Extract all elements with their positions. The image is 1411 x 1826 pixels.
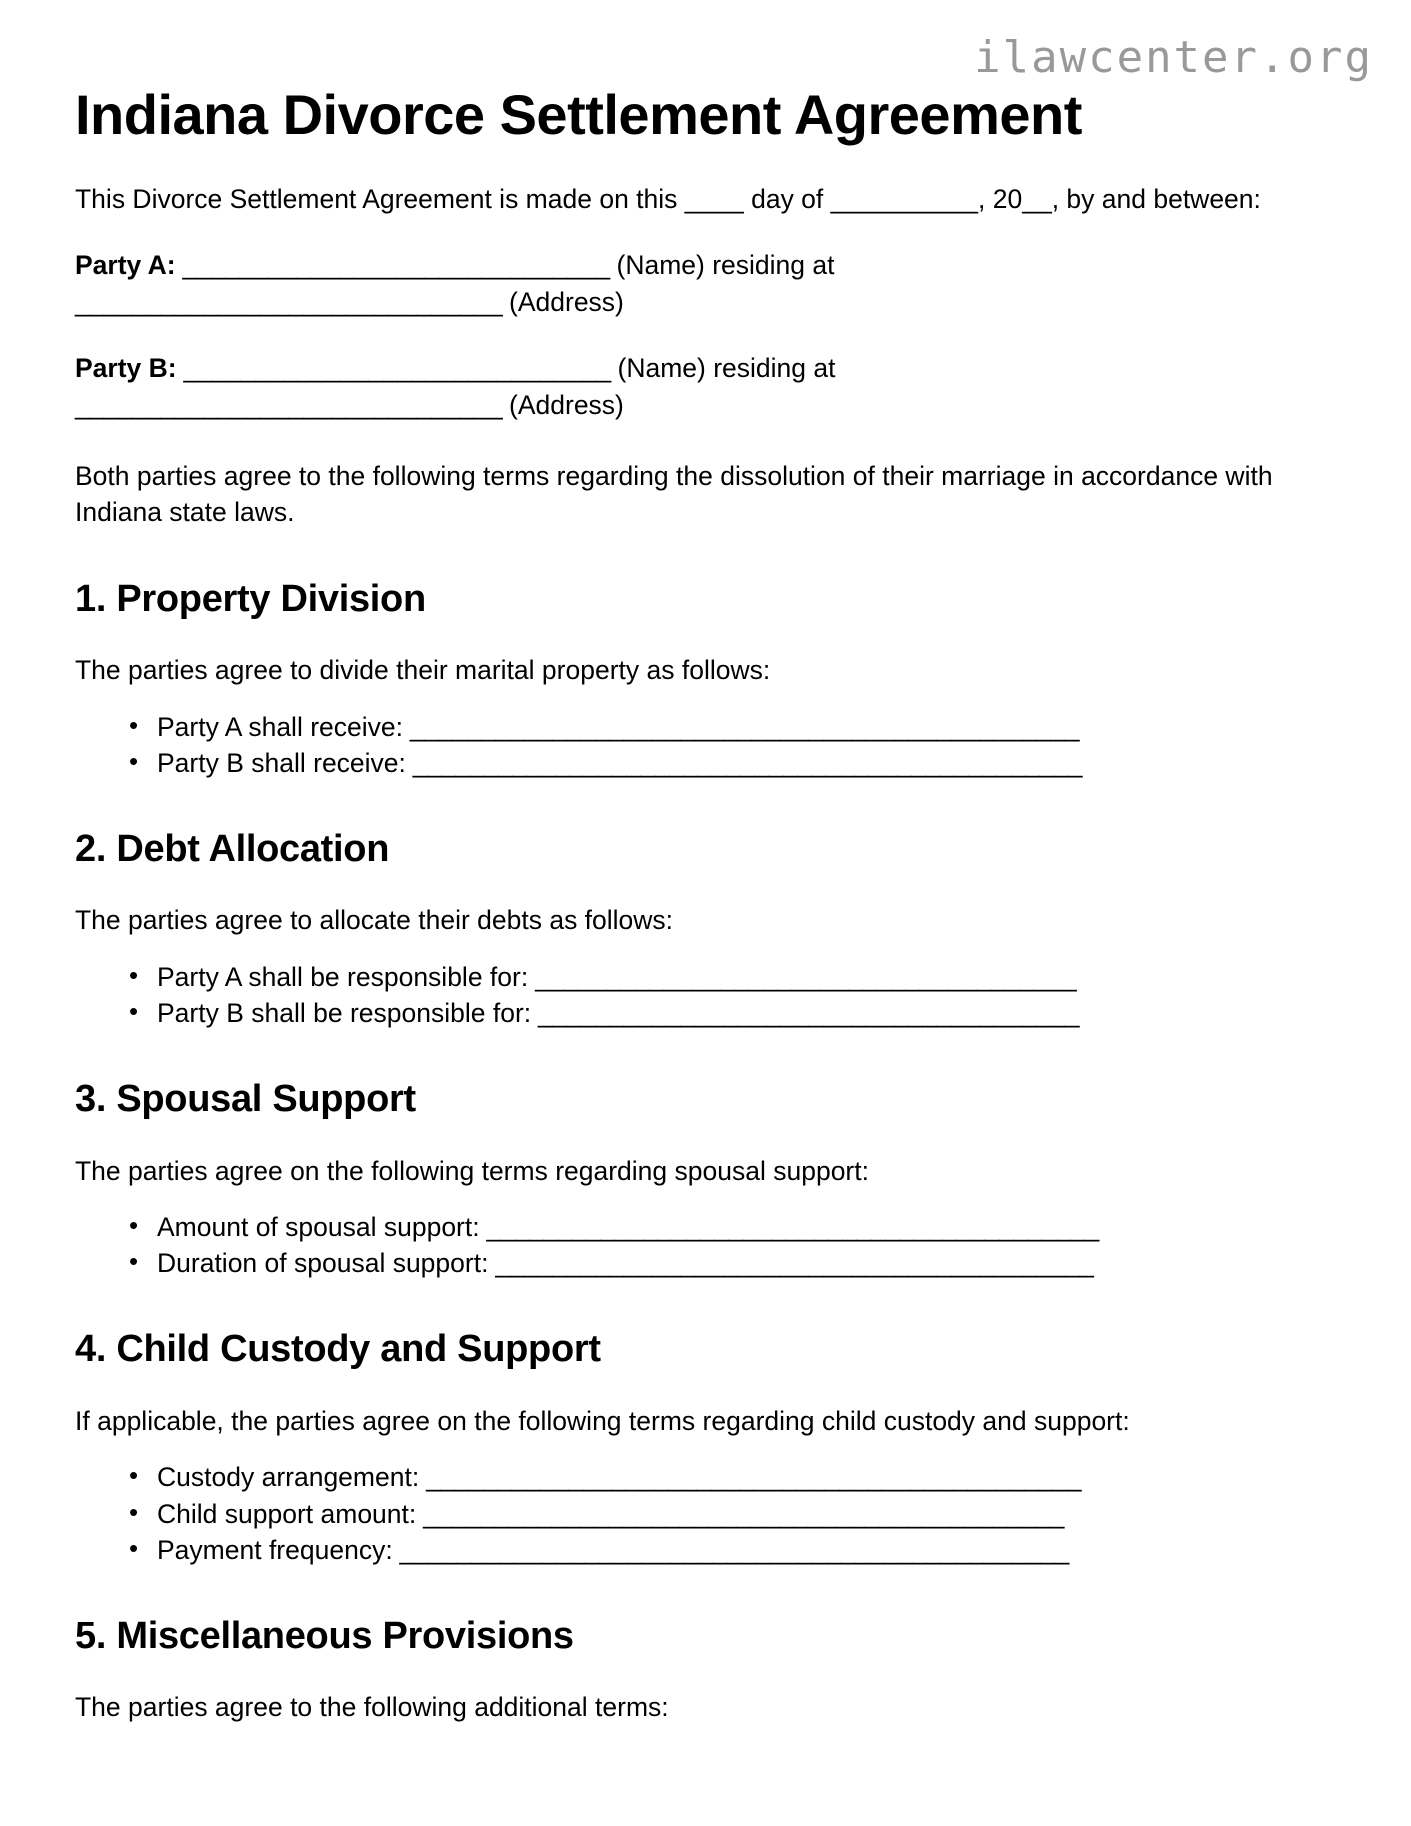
bullet-icon: • <box>129 1496 139 1527</box>
party-a-block <box>75 247 1300 320</box>
party-b-address-blank: ______________________________ <box>75 389 510 420</box>
agreement-paragraph: Both parties agree to the following terms regarding the dissolution of their marriage in accordance with Indiana state laws. <box>75 460 1273 528</box>
page-title: Indiana Divorce Settlement Agreement <box>75 83 1082 146</box>
list-item-label: Party B shall be responsible for: <box>157 998 532 1029</box>
fill-list-debt-allocation <box>75 959 1336 1031</box>
list-item <box>129 995 1336 1031</box>
party-a-name-caption: (Name) residing at <box>616 250 835 281</box>
party-a-address-caption: (Address) <box>509 286 624 317</box>
party-a-label: Party A: <box>75 250 176 281</box>
party-b-address-caption: (Address) <box>509 389 624 420</box>
bullet-icon: • <box>129 709 139 740</box>
list-item <box>129 1245 1336 1281</box>
bullet-icon: • <box>129 1210 139 1241</box>
section-heading-debt-allocation: 2. Debt Allocation <box>75 827 390 870</box>
section-heading-child-custody-and-support: 4. Child Custody and Support <box>75 1328 601 1371</box>
section-heading-spousal-support: 3. Spousal Support <box>75 1078 416 1121</box>
section-intro-debt-allocation: The parties agree to allocate their debts as follows: <box>75 905 674 936</box>
list-item-blank[interactable]: ______________________________________________ <box>419 1462 1082 1493</box>
section-heading-miscellaneous-provisions: 5. Miscellaneous Provisions <box>75 1614 574 1657</box>
party-b-label: Party B: <box>75 353 177 384</box>
party-a-name-blank: ______________________________ <box>175 250 617 281</box>
list-item <box>129 1496 1336 1532</box>
list-item-blank[interactable]: ___________________________________________ <box>479 1212 1099 1243</box>
list-item-blank[interactable]: _______________________________________________ <box>405 747 1082 778</box>
bullet-icon: • <box>129 960 139 991</box>
bullet-icon: • <box>129 1460 139 1491</box>
list-item-label: Amount of spousal support: <box>157 1212 480 1243</box>
fill-list-spousal-support <box>75 1209 1336 1281</box>
site-watermark: ilawcenter.org <box>974 32 1373 83</box>
bullet-icon: • <box>129 1532 139 1563</box>
list-item <box>129 1209 1336 1245</box>
party-b-block <box>75 350 1300 423</box>
section-intro-property-division: The parties agree to divide their marital property as follows: <box>75 655 771 686</box>
intro-paragraph: This Divorce Settlement Agreement is made on this ____ day of __________, 20__, by and between: <box>75 183 1261 214</box>
party-a-address-blank: ______________________________ <box>75 286 510 317</box>
list-item <box>129 1532 1336 1568</box>
section-intro-miscellaneous-provisions: The parties agree to the following additional terms: <box>75 1692 669 1723</box>
list-item <box>129 745 1336 781</box>
list-item-label: Party A shall receive: <box>157 711 403 742</box>
party-b-name-caption: (Name) residing at <box>617 353 836 384</box>
list-item-blank[interactable]: _______________________________________________ <box>402 711 1080 742</box>
list-item-blank[interactable]: ______________________________________ <box>531 998 1080 1029</box>
section-intro-child-custody-and-support: If applicable, the parties agree on the following terms regarding child custody and support: <box>75 1405 1130 1436</box>
fill-list-property-division <box>75 709 1336 781</box>
section-heading-property-division: 1. Property Division <box>75 577 426 620</box>
list-item-blank[interactable]: _____________________________________________ <box>416 1498 1064 1529</box>
list-item <box>129 1459 1336 1495</box>
list-item-blank[interactable]: _______________________________________________ <box>392 1534 1069 1565</box>
bullet-icon: • <box>129 1246 139 1277</box>
list-item-blank[interactable]: ______________________________________ <box>528 962 1077 993</box>
list-item <box>129 959 1336 995</box>
party-b-name-blank: ______________________________ <box>176 353 618 384</box>
list-item-label: Party B shall receive: <box>157 747 406 778</box>
list-item-label: Custody arrangement: <box>157 1462 420 1493</box>
section-intro-spousal-support: The parties agree on the following terms regarding spousal support: <box>75 1155 869 1186</box>
list-item <box>129 709 1336 745</box>
list-item-label: Payment frequency: <box>157 1534 393 1565</box>
list-item-label: Child support amount: <box>157 1498 417 1529</box>
list-item-label: Party A shall be responsible for: <box>157 962 529 993</box>
list-item-label: Duration of spousal support: <box>157 1248 489 1279</box>
bullet-icon: • <box>129 996 139 1027</box>
bullet-icon: • <box>129 745 139 776</box>
list-item-blank[interactable]: __________________________________________ <box>488 1248 1094 1279</box>
fill-list-child-custody-and-support <box>75 1459 1336 1567</box>
